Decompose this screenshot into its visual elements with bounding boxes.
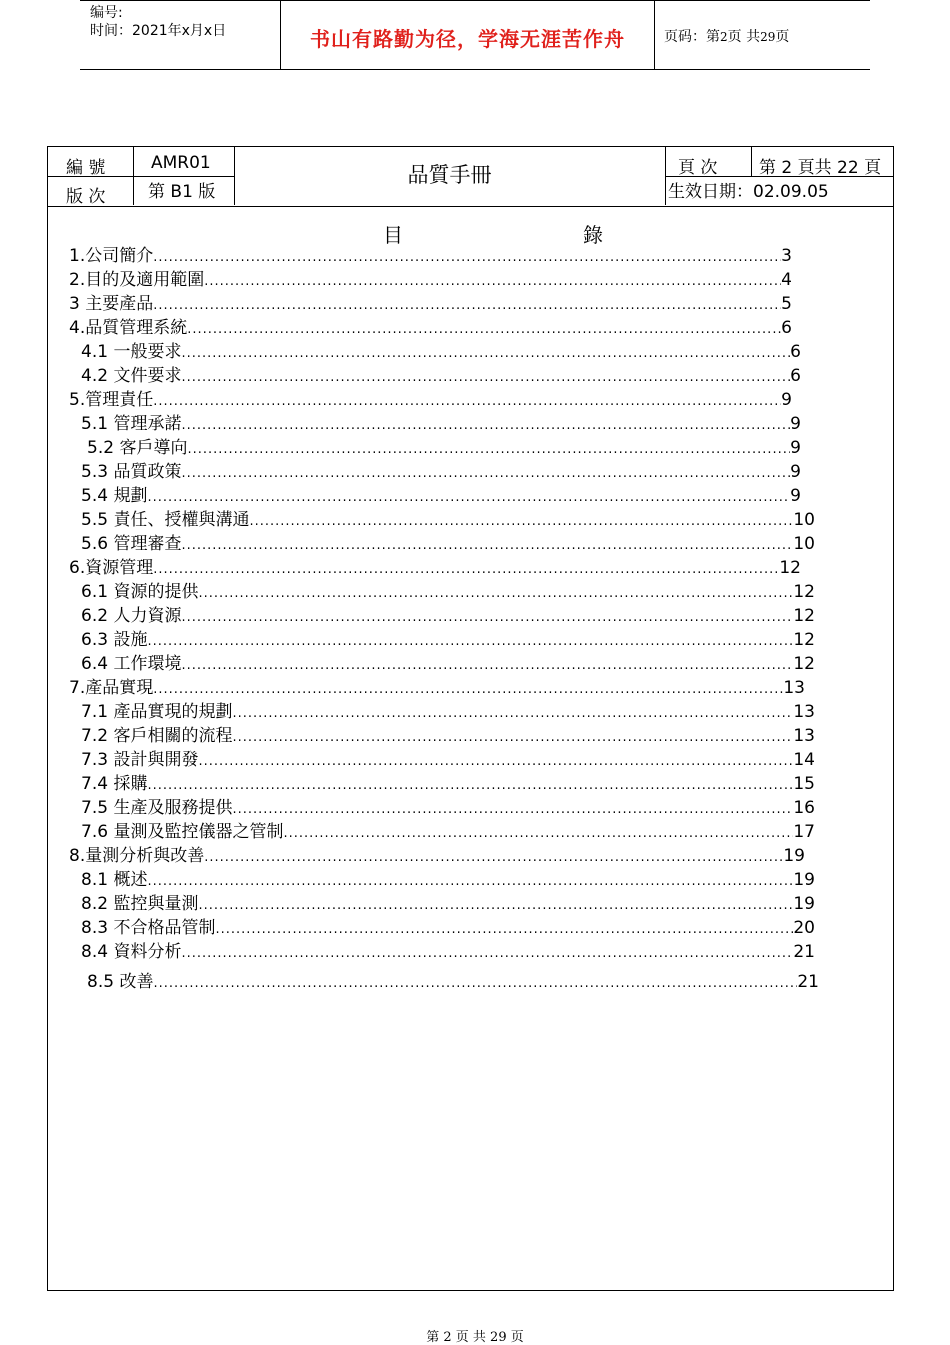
toc-entry[interactable]: [81, 509, 815, 531]
document-frame: [47, 146, 894, 1291]
toc-entry-label: 7.4 採購: [81, 774, 148, 794]
toc-entry[interactable]: [81, 941, 815, 963]
number-label: 编号:: [90, 5, 123, 21]
toc-entry[interactable]: [81, 893, 815, 915]
toc-entry-label: 5.6 管理審查: [81, 534, 182, 554]
toc-entry[interactable]: [81, 773, 815, 795]
toc-entry-page: 12: [779, 558, 801, 578]
header-divider: [654, 1, 655, 69]
time-label: 时间：2021年x月x日: [90, 23, 227, 39]
toc-entry[interactable]: [81, 653, 815, 675]
toc-dot-leader: [147, 871, 793, 893]
toc-entry-page: 16: [793, 798, 815, 818]
toc-entry-page: 20: [793, 918, 815, 938]
toc-dot-leader: [283, 823, 793, 845]
toc-entry-page: 13: [793, 702, 815, 722]
toc-entry[interactable]: [69, 389, 792, 411]
toc-entry[interactable]: [87, 437, 801, 459]
toc-entry-page: 19: [783, 846, 805, 866]
toc-dot-leader: [181, 535, 793, 557]
toc-entry[interactable]: [81, 701, 815, 723]
toc-entry-page: 6: [790, 342, 801, 362]
toc-entry-label: 8.1 概述: [81, 870, 148, 890]
toc-dot-leader: [215, 919, 793, 941]
toc-entry-label: 6.1 資源的提供: [81, 582, 199, 602]
toc-dot-leader: [204, 847, 783, 869]
toc-entry-label: 8.2 監控與量測: [81, 894, 199, 914]
toc-entry-label: 7.6 量測及監控儀器之管制: [81, 822, 284, 842]
toc-entry-page: 9: [790, 462, 801, 482]
toc-entry[interactable]: [69, 557, 801, 579]
toc-entry-page: 3: [781, 246, 792, 266]
toc-entry-page: 17: [793, 822, 815, 842]
toc-entry-label: 5.管理責任: [69, 390, 154, 410]
toc-entry-page: 9: [790, 486, 801, 506]
toc-entry-page: 13: [783, 678, 805, 698]
page-footer: 第 2 页 共 29 页: [426, 1330, 524, 1345]
toc-entry-page: 14: [793, 750, 815, 770]
toc-entry-label: 6.4 工作環境: [81, 654, 182, 674]
document-title: 品質手冊: [407, 163, 492, 187]
toc-entry-label: 5.4 規劃: [81, 486, 148, 506]
toc-dot-leader: [249, 511, 793, 533]
toc-entry[interactable]: [81, 581, 815, 603]
page-prefix: 页码：第: [664, 29, 720, 45]
toc-entry[interactable]: [69, 317, 792, 339]
toc-entry[interactable]: [81, 629, 815, 651]
toc-entry-label: 5.3 品質政策: [81, 462, 182, 482]
toc-entry-label: 8.5 改善: [87, 972, 154, 992]
version-value: 第 B1 版: [148, 182, 216, 202]
toc-entry[interactable]: [81, 533, 815, 555]
toc-entry-label: 6.2 人力資源: [81, 606, 182, 626]
toc-dot-leader: [198, 583, 793, 605]
toc-entry-label: 4.品質管理系統: [69, 318, 188, 338]
toc-entry-page: 21: [793, 942, 815, 962]
toc-dot-leader: [181, 607, 793, 629]
page-total: 29: [760, 30, 776, 44]
toc-entry-label: 8.3 不合格品管制: [81, 918, 216, 938]
toc-dot-leader: [153, 247, 781, 269]
toc-dot-leader: [147, 775, 793, 797]
page-suffix: 页: [775, 29, 790, 45]
toc-title: [48, 219, 893, 247]
toc-entry-page: 13: [793, 726, 815, 746]
toc-dot-leader: [181, 463, 790, 485]
toc-entry-page: 9: [781, 390, 792, 410]
toc-dot-leader: [181, 343, 790, 365]
toc-dot-leader: [147, 487, 790, 509]
toc-dot-leader: [153, 295, 781, 317]
toc-dot-leader: [198, 895, 793, 917]
toc-entry-label: 3 主要產品: [69, 294, 154, 314]
toc-entry-label: 7.3 設計與開發: [81, 750, 199, 770]
toc-dot-leader: [181, 943, 793, 965]
toc-entry[interactable]: [69, 245, 792, 267]
toc-entry-label: 7.產品實現: [69, 678, 154, 698]
toc-entry[interactable]: [69, 677, 805, 699]
toc-entry[interactable]: [69, 269, 792, 291]
toc-entry-label: 4.2 文件要求: [81, 366, 182, 386]
toc-entry-page: 9: [790, 414, 801, 434]
toc-dot-leader: [232, 727, 793, 749]
toc-dot-leader: [181, 367, 790, 389]
toc-entry-page: 12: [793, 630, 815, 650]
toc-entry[interactable]: [81, 413, 801, 435]
toc-entry-page: 4: [781, 270, 792, 290]
version-label: 版 次: [66, 187, 106, 207]
toc-entry-page: 12: [793, 654, 815, 674]
toc-entry[interactable]: [81, 917, 815, 939]
toc-entry-label: 8.量測分析與改善: [69, 846, 205, 866]
toc-dot-leader: [187, 439, 790, 461]
toc-dot-leader: [153, 559, 779, 581]
toc-entry[interactable]: [69, 845, 805, 867]
toc-dot-leader: [198, 751, 793, 773]
toc-entry-page: 19: [793, 894, 815, 914]
toc-entry-page: 5: [781, 294, 792, 314]
toc-entry[interactable]: [81, 821, 815, 843]
effective-date: 生效日期：02.09.05: [668, 182, 829, 202]
toc-title-right: 錄: [583, 223, 603, 247]
toc-dot-leader: [232, 703, 793, 725]
toc-title-left: 目: [383, 223, 403, 247]
toc-dot-leader: [153, 391, 781, 413]
toc-entry-label: 5.2 客戶導向: [87, 438, 188, 458]
toc-entry[interactable]: [81, 341, 801, 363]
toc-dot-leader: [181, 415, 790, 437]
page-current: 2: [720, 30, 728, 44]
toc-entry-page: 15: [793, 774, 815, 794]
page-value: 第 2 頁共 22 頁: [759, 158, 882, 178]
header-page-number: [664, 26, 789, 46]
toc-entry-label: 2.目的及適用範圍: [69, 270, 205, 290]
page-label: 頁 次: [678, 158, 718, 178]
toc-entry-label: 4.1 一般要求: [81, 342, 182, 362]
toc-dot-leader: [204, 271, 781, 293]
toc-dot-leader: [187, 319, 781, 341]
toc-entry-label: 5.5 責任、授權與溝通: [81, 510, 250, 530]
toc-dot-leader: [232, 799, 793, 821]
toc-entry[interactable]: [81, 365, 801, 387]
toc-entry[interactable]: [81, 605, 815, 627]
toc-entry-label: 7.5 生產及服務提供: [81, 798, 233, 818]
toc-entry-page: 10: [793, 534, 815, 554]
top-header: [80, 0, 870, 70]
header-motto: 书山有路勤为径，学海无涯苦作舟: [310, 27, 625, 51]
toc-dot-leader: [153, 973, 797, 995]
toc-entry[interactable]: [81, 725, 815, 747]
page-middle: 页 共: [727, 29, 761, 45]
toc-dot-leader: [147, 631, 793, 653]
toc-entry-page: 19: [793, 870, 815, 890]
code-value: AMR01: [151, 153, 211, 173]
toc-entry-page: 21: [797, 972, 819, 992]
toc-entry-label: 7.1 產品實現的規劃: [81, 702, 233, 722]
toc-entry-page: 6: [781, 318, 792, 338]
toc-dot-leader: [153, 679, 783, 701]
toc-entry[interactable]: [81, 869, 815, 891]
toc-entry[interactable]: [87, 971, 819, 993]
toc-entry-label: 5.1 管理承諾: [81, 414, 182, 434]
header-meta: [90, 4, 226, 40]
toc-entry[interactable]: [81, 749, 815, 771]
toc-entry[interactable]: [69, 293, 792, 315]
toc-dot-leader: [181, 655, 793, 677]
toc-entry-label: 6.3 設施: [81, 630, 148, 650]
toc-entry-label: 1.公司簡介: [69, 246, 154, 266]
toc-entry-label: 8.4 資料分析: [81, 942, 182, 962]
toc-entry-page: 9: [790, 438, 801, 458]
code-label: 編 號: [66, 158, 106, 178]
toc-entry-label: 6.資源管理: [69, 558, 154, 578]
toc-entry-label: 7.2 客戶相關的流程: [81, 726, 233, 746]
toc-entry[interactable]: [81, 461, 801, 483]
toc-entry[interactable]: [81, 485, 801, 507]
toc-entry-page: 10: [793, 510, 815, 530]
document-header-table: [48, 147, 893, 207]
toc-entry-page: 12: [793, 582, 815, 602]
toc-entry-page: 12: [793, 606, 815, 626]
toc-entry-page: 6: [790, 366, 801, 386]
toc-entry[interactable]: [81, 797, 815, 819]
